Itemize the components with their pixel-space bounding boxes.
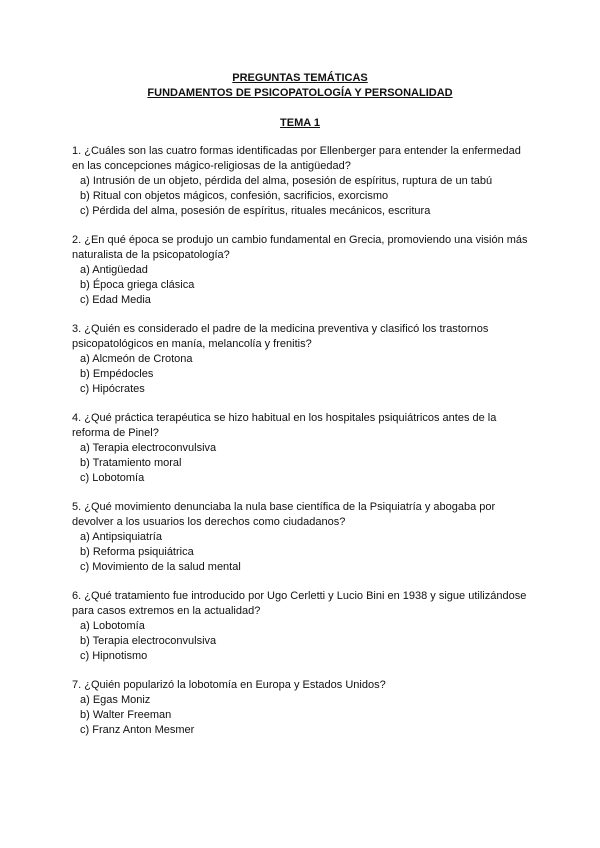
- answer-option-a: a) Lobotomía: [80, 620, 145, 632]
- answer-option-c: c) Hipócrates: [80, 383, 145, 395]
- question-2: [72, 233, 534, 308]
- answer-option-b: b) Terapia electroconvulsiva: [80, 635, 217, 647]
- answer-option-b: b) Ritual con objetos mágicos, confesión, sacrificios, exorcismo: [80, 190, 389, 202]
- answer-option-b: b) Walter Freeman: [80, 709, 172, 721]
- answer-option-c: c) Movimiento de la salud mental: [80, 561, 241, 573]
- answer-option-a: a) Alcmeón de Crotona: [80, 353, 193, 365]
- question-3: [72, 322, 534, 397]
- question-text: 6. ¿Qué tratamiento fue introducido por Ugo Cerletti y Lucio Bini en 1938 y sigue utilizándose para casos extremos en la actualidad?: [72, 590, 527, 617]
- question-text: 7. ¿Quién popularizó la lobotomía en Europa y Estados Unidos?: [72, 679, 386, 691]
- answer-options: [72, 352, 534, 397]
- answer-option-c: c) Pérdida del alma, posesión de espíritus, rituales mecánicos, escritura: [80, 205, 431, 217]
- question-text: 4. ¿Qué práctica terapéutica se hizo habitual en los hospitales psiquiátricos antes de la reforma de Pinel?: [72, 412, 497, 439]
- question-text: 2. ¿En qué época se produjo un cambio fundamental en Grecia, promoviendo una visión más naturalista de la psicopatología?: [72, 234, 528, 261]
- answer-option-c: c) Lobotomía: [80, 472, 145, 484]
- title-block: [0, 71, 600, 131]
- answer-option-c: c) Franz Anton Mesmer: [80, 724, 195, 736]
- answer-option-b: b) Empédocles: [80, 368, 154, 380]
- section-heading: TEMA 1: [280, 117, 320, 129]
- question-5: [72, 500, 534, 575]
- answer-options: [72, 530, 534, 575]
- answer-options: [72, 174, 534, 219]
- document-title: PREGUNTAS TEMÁTICAS: [232, 72, 368, 84]
- question-4: [72, 411, 534, 486]
- answer-option-a: a) Intrusión de un objeto, pérdida del alma, posesión de espíritus, ruptura de un tabú: [80, 175, 493, 187]
- question-7: [72, 678, 534, 738]
- answer-option-c: c) Edad Media: [80, 294, 151, 306]
- question-list: [72, 144, 534, 752]
- answer-options: [72, 441, 534, 486]
- question-6: [72, 589, 534, 664]
- answer-option-a: a) Terapia electroconvulsiva: [80, 442, 217, 454]
- answer-option-c: c) Hipnotismo: [80, 650, 148, 662]
- answer-option-a: a) Antipsiquiatría: [80, 531, 162, 543]
- question-text: 1. ¿Cuáles son las cuatro formas identificadas por Ellenberger para entender la enfermedad en las concepciones mágico-religiosas de la antigüedad?: [72, 145, 521, 172]
- answer-options: [72, 619, 534, 664]
- question-text: 5. ¿Qué movimiento denunciaba la nula base científica de la Psiquiatría y abogaba por devolver a los usuarios los derechos como ciudadanos?: [72, 501, 496, 528]
- answer-option-b: b) Reforma psiquiátrica: [80, 546, 194, 558]
- answer-option-a: a) Egas Moniz: [80, 694, 151, 706]
- answer-option-b: b) Época griega clásica: [80, 279, 195, 291]
- document-subtitle: FUNDAMENTOS DE PSICOPATOLOGÍA Y PERSONALIDAD: [147, 87, 453, 99]
- answer-options: [72, 693, 534, 738]
- answer-option-b: b) Tratamiento moral: [80, 457, 182, 469]
- answer-option-a: a) Antigüedad: [80, 264, 148, 276]
- question-1: [72, 144, 534, 219]
- answer-options: [72, 263, 534, 308]
- question-text: 3. ¿Quién es considerado el padre de la medicina preventiva y clasificó los trastornos psicopatológicos en manía, melancolía y frenitis?: [72, 323, 489, 350]
